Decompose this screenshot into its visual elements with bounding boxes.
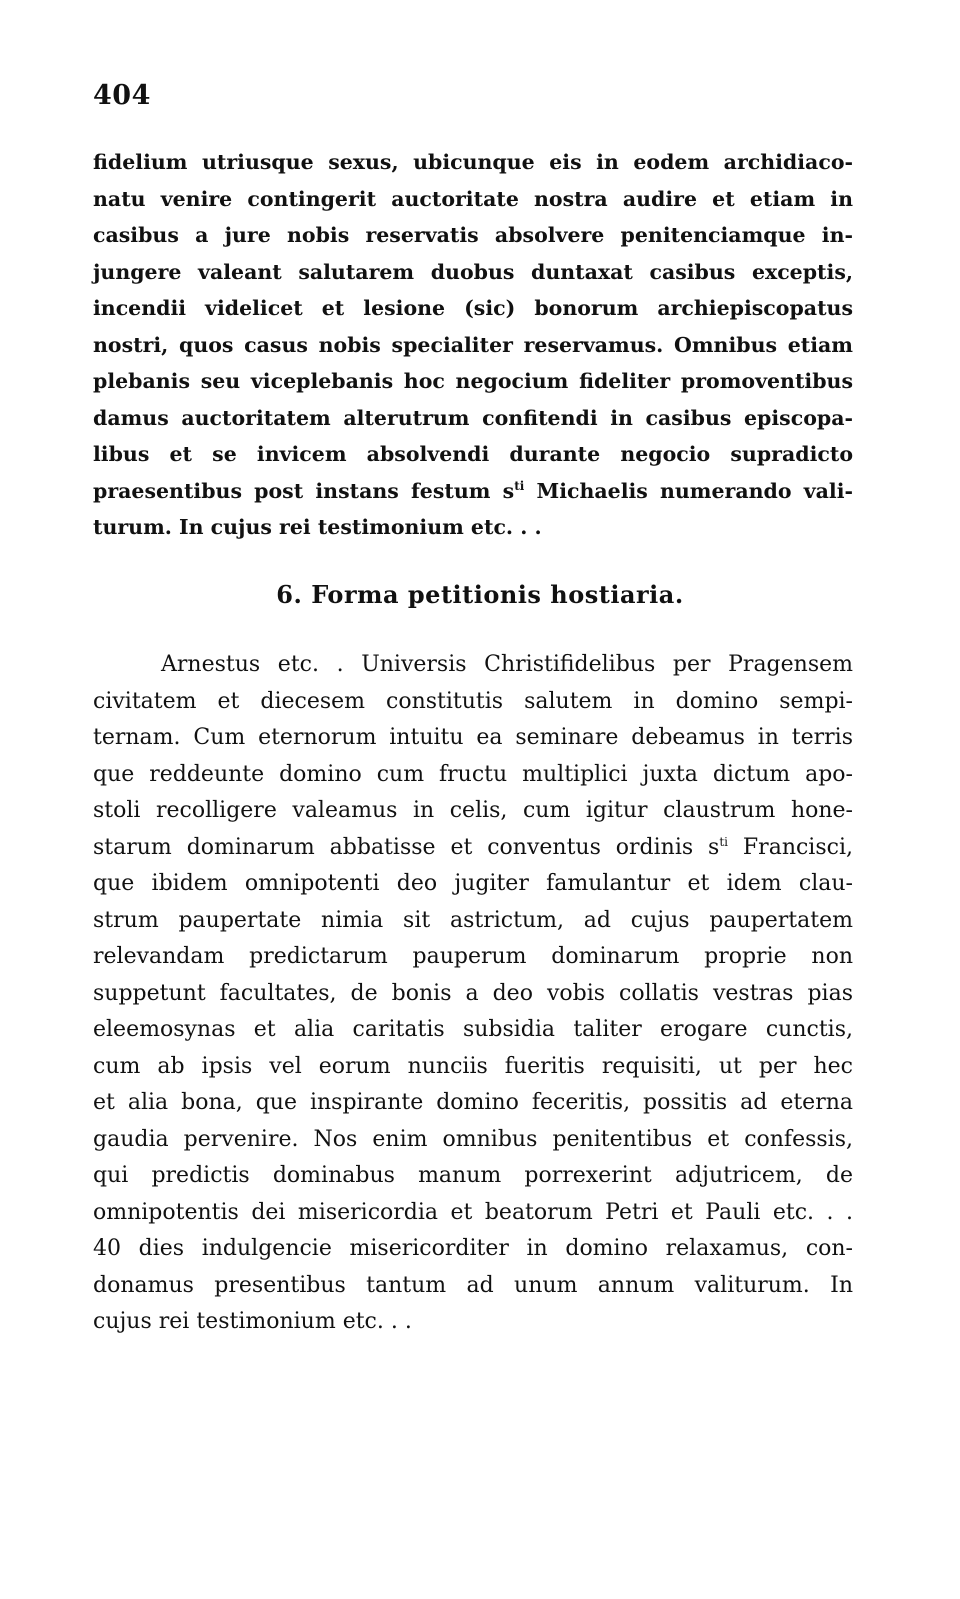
text-line: nostri, quos casus nobis specialiter reservamus. Omnibus etiam xyxy=(93,332,853,357)
section-heading: 6. Forma petitionis hostiaria. xyxy=(276,580,684,609)
text-line: fidelium utriusque sexus, ubicunque eis in eodem archidiaco- xyxy=(93,150,853,174)
text-segment: Francisci, xyxy=(728,834,853,860)
text-line: eleemosynas et alia caritatis subsidia taliter erogare cunctis, xyxy=(93,1017,853,1042)
text-line: Arnestus etc. . Universis Christifidelibus per Pragensem xyxy=(161,652,853,677)
text-line: et alia bona, que inspirante domino feceritis, possitis ad eterna xyxy=(93,1090,853,1115)
text-segment: Michaelis numerando vali- xyxy=(524,478,853,503)
text-line: damus auctoritatem alterutrum confitendi in casibus episcopa- xyxy=(93,405,853,430)
text-line: casibus a jure nobis reservatis absolvere penitenciamque in- xyxy=(93,223,853,247)
text-line: plebanis seu viceplebanis hoc negocium fideliter promoventibus xyxy=(93,369,853,393)
text-line: cujus rei testimonium etc. . . xyxy=(93,1309,412,1334)
text-line: libus et se invicem absolvendi durante negocio supradicto xyxy=(93,442,853,466)
text-line: qui predictis dominabus manum porrexerint adjutricem, de xyxy=(93,1163,853,1188)
text-line: incendii videlicet et lesione (sic) bonorum archiepiscopatus xyxy=(93,296,853,320)
text-segment: praesentibus post instans festum s xyxy=(93,478,515,503)
text-line: natu venire contingerit auctoritate nostra audire et etiam in xyxy=(93,186,853,211)
text-line xyxy=(93,830,853,867)
superscript: ti xyxy=(514,478,525,493)
text-line: civitatem et diecesem constitutis salutem in domino sempi- xyxy=(93,688,853,714)
text-line: omnipotentis dei misericordia et beatorum Petri et Pauli etc. . . xyxy=(93,1199,853,1225)
text-line: que ibidem omnipotenti deo jugiter famulantur et idem clau- xyxy=(93,871,853,896)
text-line: jungere valeant salutarem duobus duntaxat casibus exceptis, xyxy=(93,259,853,284)
text-line: turum. In cujus rei testimonium etc. . . xyxy=(93,515,542,539)
text-line: que reddeunte domino cum fructu multiplici juxta dictum apo- xyxy=(93,761,853,787)
text-line xyxy=(93,473,853,510)
text-line: cum ab ipsis vel eorum nunciis fueritis requisiti, ut per hec xyxy=(93,1053,853,1079)
text-segment: starum dominarum abbatisse et conventus ordinis s xyxy=(93,834,720,860)
first-paragraph xyxy=(93,144,853,546)
text-line: stoli recolligere valeamus in celis, cum igitur claustrum hone- xyxy=(93,798,853,823)
text-line: 40 dies indulgencie misericorditer in domino relaxamus, con- xyxy=(93,1236,853,1261)
text-line: suppetunt facultates, de bonis a deo vobis collatis vestras pias xyxy=(93,980,853,1006)
superscript: ti xyxy=(719,834,729,849)
text-line: donamus presentibus tantum ad unum annum valiturum. In xyxy=(93,1272,853,1298)
text-line: strum paupertate nimia sit astrictum, ad cujus paupertatem xyxy=(93,907,853,933)
second-paragraph xyxy=(93,647,853,1341)
page-number: 404 xyxy=(93,80,151,111)
text-line: relevandam predictarum pauperum dominarum proprie non xyxy=(93,944,853,969)
text-line: ternam. Cum eternorum intuitu ea seminare debeamus in terris xyxy=(93,725,853,750)
text-line: gaudia pervenire. Nos enim omnibus penitentibus et confessis, xyxy=(93,1126,853,1152)
